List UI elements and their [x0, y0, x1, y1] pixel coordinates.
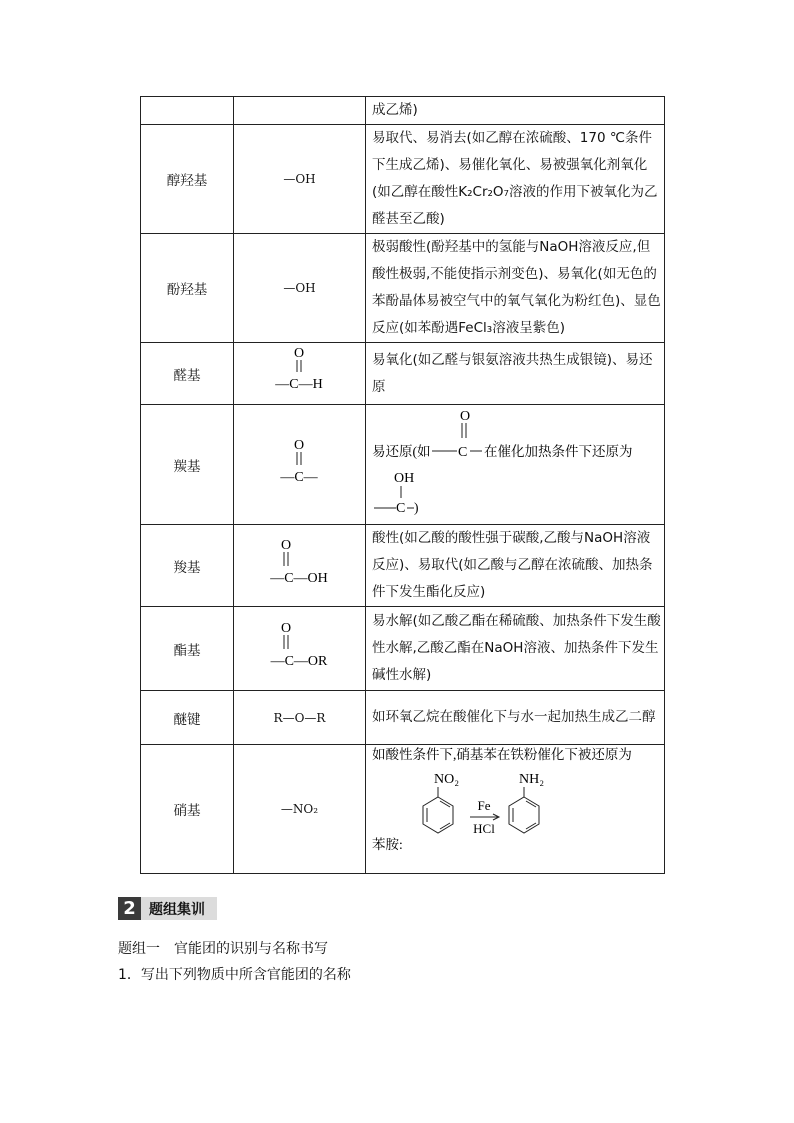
group-property: 易氧化(如乙醛与银氨溶液共热生成银镜)、易还原 — [366, 343, 665, 405]
group-name: 醇羟基 — [141, 125, 234, 234]
table-row — [141, 525, 665, 607]
table-row — [141, 745, 665, 874]
functional-group-table — [140, 96, 665, 874]
structure-label: —C—OR — [270, 653, 328, 669]
structure-label: —C—H — [275, 377, 323, 392]
group-property: 成乙烯) — [366, 97, 665, 125]
group-property: 易取代、易消去(如乙醇在浓硫酸、170 ℃条件下生成乙烯)、易催化氧化、易被强氧化剂氧化(如乙醇在酸性K₂Cr₂O₇溶液的作用下被氧化为乙醛甚至乙酸) — [366, 125, 665, 234]
group-name: 醛基 — [141, 343, 234, 405]
aldehyde-structure — [234, 343, 365, 400]
section-header — [118, 897, 217, 920]
group-title: 题组一 官能团的识别与名称书写 — [118, 941, 328, 957]
table-row — [141, 343, 665, 405]
group-structure: —OH — [234, 234, 366, 343]
table-row — [141, 125, 665, 234]
group-name: 羰基 — [141, 405, 234, 525]
group-name: 酚羟基 — [141, 234, 234, 343]
double-bond — [526, 823, 536, 829]
double-bond — [440, 801, 450, 807]
group-structure — [234, 343, 366, 405]
group-property: 极弱酸性(酚羟基中的氢能与NaOH溶液反应,但酸性极弱,不能使指示剂变色)、易氧化(如无色的苯酚晶体易被空气中的氧气氧化为粉红色)、显色反应(如苯酚遇FeCl₃溶液呈紫色) — [366, 234, 665, 343]
reagent-fe: Fe — [477, 798, 491, 813]
property-text: 如酸性条件下,硝基苯在铁粉催化下被还原为 — [372, 747, 632, 762]
reagent-hcl: HCl — [473, 821, 495, 836]
carbonyl-structure — [234, 433, 365, 493]
ester-structure — [234, 617, 365, 677]
amino-label: NH₂ — [519, 772, 545, 787]
property-text: 易还原(如 — [372, 443, 431, 459]
carboxyl-structure — [234, 534, 365, 594]
oxygen-label: O — [293, 437, 305, 453]
double-bond — [526, 801, 536, 807]
table-row — [141, 234, 665, 343]
table-row — [141, 607, 665, 691]
property-text: ) — [414, 499, 419, 515]
hydroxyl-label: OH — [394, 470, 415, 486]
carbonyl-reduction-text — [372, 406, 657, 520]
oxygen-label: O — [280, 620, 292, 636]
oxygen-label: O — [293, 346, 305, 361]
group-property: 易水解(如乙酸乙酯在稀硫酸、加热条件下发生酸性水解,乙酸乙酯在NaOH溶液、加热条件下发生碱性水解) — [366, 607, 665, 691]
nitrobenzene-reduction-diagram — [372, 745, 657, 869]
group-property: 如环氧乙烷在酸催化下与水一起加热生成乙二醇 — [366, 691, 665, 745]
group-name: 羧基 — [141, 525, 234, 607]
group-structure — [234, 607, 366, 691]
group-property — [366, 405, 665, 525]
oxygen-label: O — [460, 408, 471, 424]
structure-label: —C—OH — [270, 570, 328, 586]
group-structure — [234, 405, 366, 525]
table-row — [141, 691, 665, 745]
group-structure: —NO₂ — [234, 745, 366, 874]
group-structure: —OH — [234, 125, 366, 234]
section-title: 题组集训 — [141, 897, 217, 920]
table-row — [141, 97, 665, 125]
group-structure — [234, 97, 366, 125]
oxygen-label: O — [280, 537, 292, 553]
structure-label: —C— — [280, 469, 318, 485]
carbon-label: C — [396, 500, 406, 516]
section-number: 2 — [118, 897, 141, 920]
group-structure: R—O—R — [234, 691, 366, 745]
aniline-label: 苯胺: — [372, 837, 403, 852]
group-property — [366, 745, 665, 874]
nitro-label: NO₂ — [434, 772, 460, 787]
group-name: 醚键 — [141, 691, 234, 745]
group-name — [141, 97, 234, 125]
group-name: 酯基 — [141, 607, 234, 691]
carbon-label: C — [458, 444, 468, 460]
table-row — [141, 405, 665, 525]
question-1: 1．写出下列物质中所含官能团的名称 — [118, 967, 351, 983]
group-structure — [234, 525, 366, 607]
group-property: 酸性(如乙酸的酸性强于碳酸,乙酸与NaOH溶液反应)、易取代(如乙酸与乙醇在浓硫酸、加热条件下发生酯化反应) — [366, 525, 665, 607]
group-name: 硝基 — [141, 745, 234, 874]
double-bond — [440, 823, 450, 829]
property-text: 在催化加热条件下还原为 — [484, 443, 633, 459]
